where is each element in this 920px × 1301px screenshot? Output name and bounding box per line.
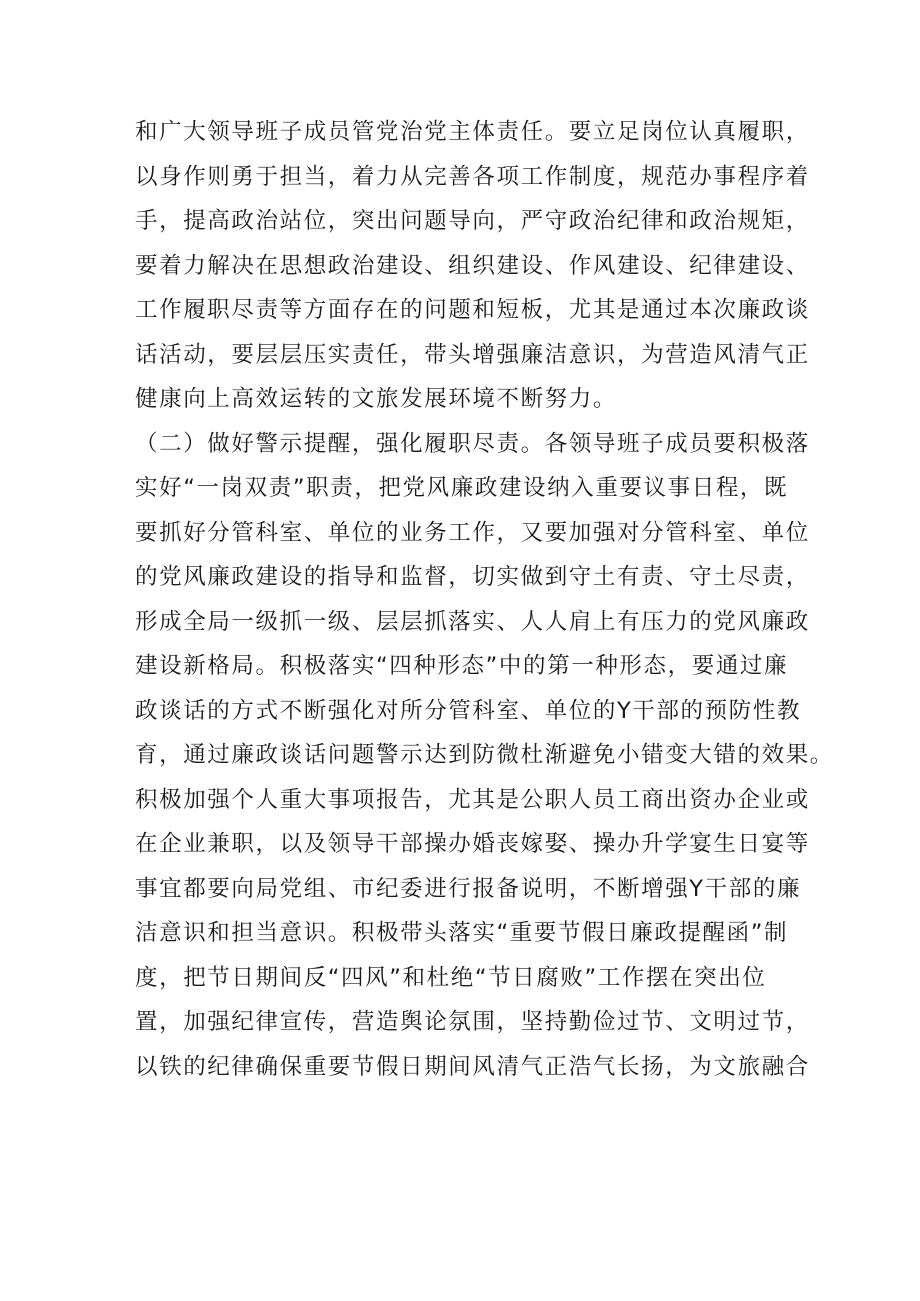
text-line: 以铁的纪律确保重要节假日期间风清气正浩气长扬，为文旅融合 [135, 1053, 810, 1080]
text-line: 育，通过廉政谈话问题警示达到防微杜渐避免小错变大错的效果。 [135, 742, 834, 768]
text-line: 建设新格局。积极落实“四种形态”中的第一种形态，要通过廉 [135, 653, 789, 679]
text-line: 和广大领导班子成员管党治党主体责任。要立足岗位认真履职， [135, 119, 810, 145]
text-line: 健康向上高效运转的文旅发展环境不断努力。 [135, 386, 618, 412]
text-line: 实好“一岗双责”职责，把党风廉政建设纳入重要议事日程，既 [135, 475, 789, 501]
text-line: 要着力解决在思想政治建设、组织建设、作风建设、纪律建设、 [135, 252, 810, 279]
text-line: 话活动，要层层压实责任，带头增强廉洁意识，为营造风清气正 [135, 341, 810, 368]
text-line: 事宜都要向局党组、市纪委进行报备说明，不断增强Y干部的廉 [135, 875, 802, 902]
text-line: 置，加强纪律宣传，营造舆论氛围，坚持勤俭过节、文明过节， [135, 1009, 810, 1035]
text-line: 要抓好分管科室、单位的业务工作，又要加强对分管科室、单位 [135, 519, 810, 546]
document-body [135, 110, 834, 1089]
text-line: 以身作则勇于担当，着力从完善各项工作制度，规范办事程序着 [135, 163, 810, 190]
text-line: 度，把节日期间反“四风”和杜绝“节日腐败”工作摆在突出位 [135, 964, 767, 991]
text-line: 工作履职尽责等方面存在的问题和短板，尤其是通过本次廉政谈 [135, 297, 810, 323]
text-line: 洁意识和担当意识。积极带头落实“重要节假日廉政提醒函”制 [135, 920, 789, 946]
text-line: 在企业兼职，以及领导干部操办婚丧嫁娶、操办升学宴生日宴等 [135, 831, 810, 857]
section-heading-line: （二）做好警示提醒，强化履职尽责。各领导班子成员要积极落 [135, 430, 810, 457]
text-line: 的党风廉政建设的指导和监督，切实做到守土有责、守土尽责， [135, 564, 810, 590]
text-line: 手，提高政治站位，突出问题导向，严守政治纪律和政治规矩， [135, 208, 810, 234]
text-line: 积极加强个人重大事项报告，尤其是公职人员工商出资办企业或 [135, 786, 810, 813]
text-line: 政谈话的方式不断强化对所分管科室、单位的Y干部的预防性教 [135, 697, 802, 724]
text-line: 形成全局一级抓一级、层层抓落实、人人肩上有压力的党风廉政 [135, 608, 810, 635]
